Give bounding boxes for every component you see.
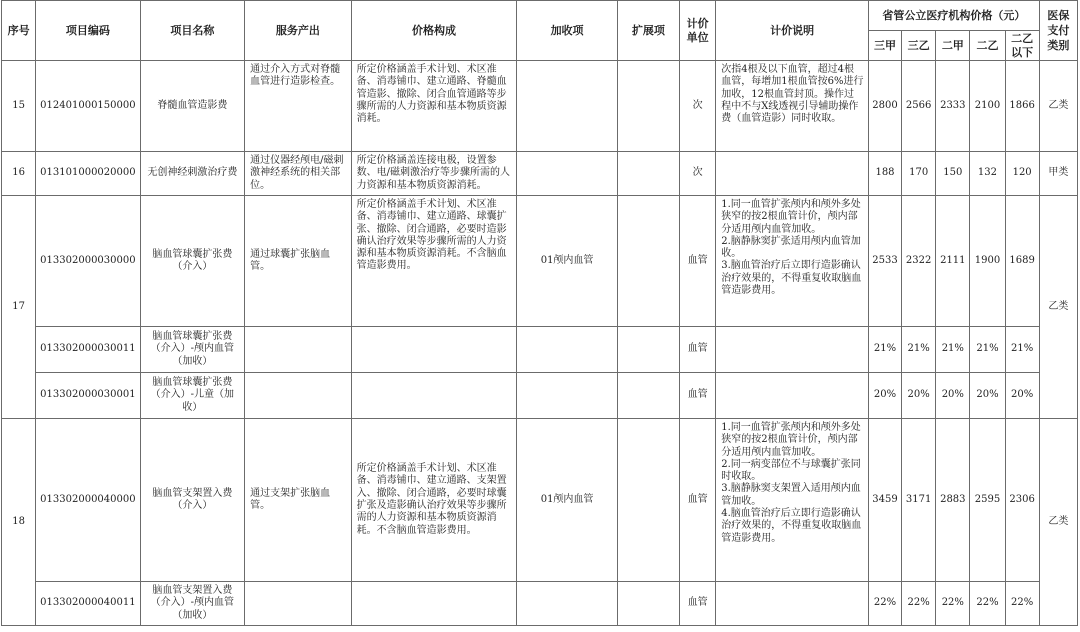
header-level-4: 二乙: [970, 31, 1005, 61]
row-composition: 所定价格涵盖手术计划、术区准备、消毒铺巾、建立通路、脊髓血管造影、撤除、闭合血管通路等步骤所需的人力资源和基本物质资源消耗。: [351, 61, 517, 152]
row-surcharge: [517, 152, 617, 196]
row-output: [245, 582, 351, 626]
row-price-2: 2566: [902, 61, 936, 152]
row-price-4: 132: [970, 152, 1005, 196]
row-price-1: 20%: [868, 373, 901, 419]
row-price-3: 21%: [936, 327, 970, 373]
row-name: 脑血管支架置入费（介入）-颅内血管（加收）: [140, 582, 244, 626]
row-price-2: 170: [902, 152, 936, 196]
row-unit: 次: [680, 152, 716, 196]
table-row: [2, 582, 1078, 626]
row-unit: 血管: [680, 327, 716, 373]
row-price-3: 150: [936, 152, 970, 196]
row-name: 脑血管球囊扩张费（介入）: [140, 196, 244, 327]
header-price-group: 省管公立医疗机构价格（元）: [868, 1, 1039, 31]
row-output: 通过仪器经颅电/磁刺激神经系统的相关部位。: [245, 152, 351, 196]
row-price-4: 2595: [970, 419, 1005, 582]
row-price-5: 1866: [1005, 61, 1039, 152]
row-surcharge: [517, 582, 617, 626]
row-price-1: 2533: [868, 196, 901, 327]
row-note: [716, 327, 869, 373]
row-price-2: 22%: [902, 582, 936, 626]
row-unit: 血管: [680, 419, 716, 582]
row-price-3: 22%: [936, 582, 970, 626]
header-level-2: 三乙: [902, 31, 936, 61]
row-surcharge: [517, 373, 617, 419]
row-price-5: 22%: [1005, 582, 1039, 626]
table-row: [2, 373, 1078, 419]
row-surcharge: 01颅内血管: [517, 419, 617, 582]
row-composition: 所定价格涵盖连接电极，设置参数、电/磁刺激治疗等步骤所需的人力资源和基本物质资源消耗。: [351, 152, 517, 196]
row-composition: 所定价格涵盖手术计划、术区准备、消毒铺巾、建立通路、支架置入、撤除、闭合通路，必要时球囊扩张及造影确认治疗效果等步骤所需的人力资源和基本物质资源消耗。不含脑血管造影费用。: [351, 419, 517, 582]
row-output: [245, 327, 351, 373]
header-output: 服务产出: [245, 1, 351, 61]
row-composition: 所定价格涵盖手术计划、术区准备、消毒铺巾、建立通路、球囊扩张、撤除、闭合通路，必要时造影确认治疗效果等步骤所需的人力资源和基本物质资源消耗。不含脑血管造影费用。: [351, 196, 517, 327]
row-price-5: 20%: [1005, 373, 1039, 419]
row-name: 脑血管球囊扩张费（介入）-儿童（加收）: [140, 373, 244, 419]
row-price-2: 3171: [902, 419, 936, 582]
row-name: 脊髓血管造影费: [140, 61, 244, 152]
table-row: [2, 196, 1078, 327]
header-surcharge: 加收项: [517, 1, 617, 61]
row-price-1: 3459: [868, 419, 901, 582]
row-insurance: 乙类: [1039, 196, 1077, 419]
row-price-3: 20%: [936, 373, 970, 419]
row-code: 013302000030001: [36, 373, 140, 419]
row-note: [716, 373, 869, 419]
row-code: 013302000040000: [36, 419, 140, 582]
header-level-5: 二乙 以下: [1005, 31, 1039, 61]
row-output: 通过介入方式对脊髓血管进行造影检查。: [245, 61, 351, 152]
row-insurance: 甲类: [1039, 152, 1077, 196]
row-composition: [351, 582, 517, 626]
table-row: [2, 419, 1078, 582]
row-name: 脑血管球囊扩张费（介入）-颅内血管（加收）: [140, 327, 244, 373]
row-price-1: 2800: [868, 61, 901, 152]
row-extension: [617, 152, 679, 196]
row-seq: 15: [2, 61, 36, 152]
header-name: 项目名称: [140, 1, 244, 61]
row-name: 无创神经刺激治疗费: [140, 152, 244, 196]
header-unit: 计价 单位: [680, 1, 716, 61]
row-note: [716, 152, 869, 196]
price-table: [1, 0, 1078, 626]
row-extension: [617, 327, 679, 373]
row-name: 脑血管支架置入费（介入）: [140, 419, 244, 582]
row-insurance: 乙类: [1039, 419, 1077, 626]
row-unit: 血管: [680, 196, 716, 327]
header-extension: 扩展项: [617, 1, 679, 61]
row-extension: [617, 61, 679, 152]
row-price-5: 1689: [1005, 196, 1039, 327]
row-price-5: 2306: [1005, 419, 1039, 582]
row-note: 1.同一血管扩张颅内和颅外多处狭窄的按2根血管计价，颅内部分适用颅内血管加收。 2.脑静脉窦扩张适用颅内血管加收。 3.脑血管治疗后立即行造影确认治疗效果的，不得重复收取脑血管造影费用。: [716, 196, 869, 327]
row-composition: [351, 373, 517, 419]
row-note: 1.同一血管扩张颅内和颅外多处狭窄的按2根血管计价，颅内部分适用颅内血管加收。 2.同一病变部位不与球囊扩张同时收取。 3.脑静脉窦支架置入适用颅内血管加收。 4.脑血管治疗后立即行造影确认治疗效果的，不得重复收取脑血管造影费用。: [716, 419, 869, 582]
row-unit: 血管: [680, 582, 716, 626]
row-surcharge: [517, 327, 617, 373]
row-note: 次指4根及以下血管，超过4根血管，每增加1根血管按6%进行加收，12根血管封顶。操作过程中不与X线透视引导辅助操作费（血管造影）同时收取。: [716, 61, 869, 152]
row-extension: [617, 419, 679, 582]
row-price-3: 2883: [936, 419, 970, 582]
row-price-5: 120: [1005, 152, 1039, 196]
table-row: [2, 61, 1078, 152]
row-code: 013302000040011: [36, 582, 140, 626]
row-code: 013302000030000: [36, 196, 140, 327]
row-extension: [617, 582, 679, 626]
row-insurance: 乙类: [1039, 61, 1077, 152]
row-unit: 次: [680, 61, 716, 152]
table-row: [2, 327, 1078, 373]
row-code: 013302000030011: [36, 327, 140, 373]
row-note: [716, 582, 869, 626]
row-price-4: 1900: [970, 196, 1005, 327]
row-price-1: 21%: [868, 327, 901, 373]
row-code: 012401000150000: [36, 61, 140, 152]
header-seq: 序号: [2, 1, 36, 61]
row-price-3: 2333: [936, 61, 970, 152]
row-extension: [617, 196, 679, 327]
row-price-2: 20%: [902, 373, 936, 419]
row-extension: [617, 373, 679, 419]
row-surcharge: 01颅内血管: [517, 196, 617, 327]
row-output: 通过支架扩张脑血管。: [245, 419, 351, 582]
header-insurance: 医保 支付 类别: [1039, 1, 1077, 61]
row-surcharge: [517, 61, 617, 152]
row-price-4: 21%: [970, 327, 1005, 373]
row-price-1: 22%: [868, 582, 901, 626]
row-unit: 血管: [680, 373, 716, 419]
row-price-3: 2111: [936, 196, 970, 327]
header-level-1: 三甲: [868, 31, 901, 61]
table-row: [2, 152, 1078, 196]
row-seq: 18: [2, 419, 36, 626]
row-price-2: 21%: [902, 327, 936, 373]
row-price-4: 20%: [970, 373, 1005, 419]
row-composition: [351, 327, 517, 373]
row-output: 通过球囊扩张脑血管。: [245, 196, 351, 327]
header-code: 项目编码: [36, 1, 140, 61]
header-note: 计价说明: [716, 1, 869, 61]
row-price-4: 2100: [970, 61, 1005, 152]
header-level-3: 二甲: [936, 31, 970, 61]
row-seq: 17: [2, 196, 36, 419]
row-output: [245, 373, 351, 419]
row-price-2: 2322: [902, 196, 936, 327]
row-price-5: 21%: [1005, 327, 1039, 373]
row-code: 013101000020000: [36, 152, 140, 196]
row-seq: 16: [2, 152, 36, 196]
row-price-4: 22%: [970, 582, 1005, 626]
row-price-1: 188: [868, 152, 901, 196]
header-composition: 价格构成: [351, 1, 517, 61]
